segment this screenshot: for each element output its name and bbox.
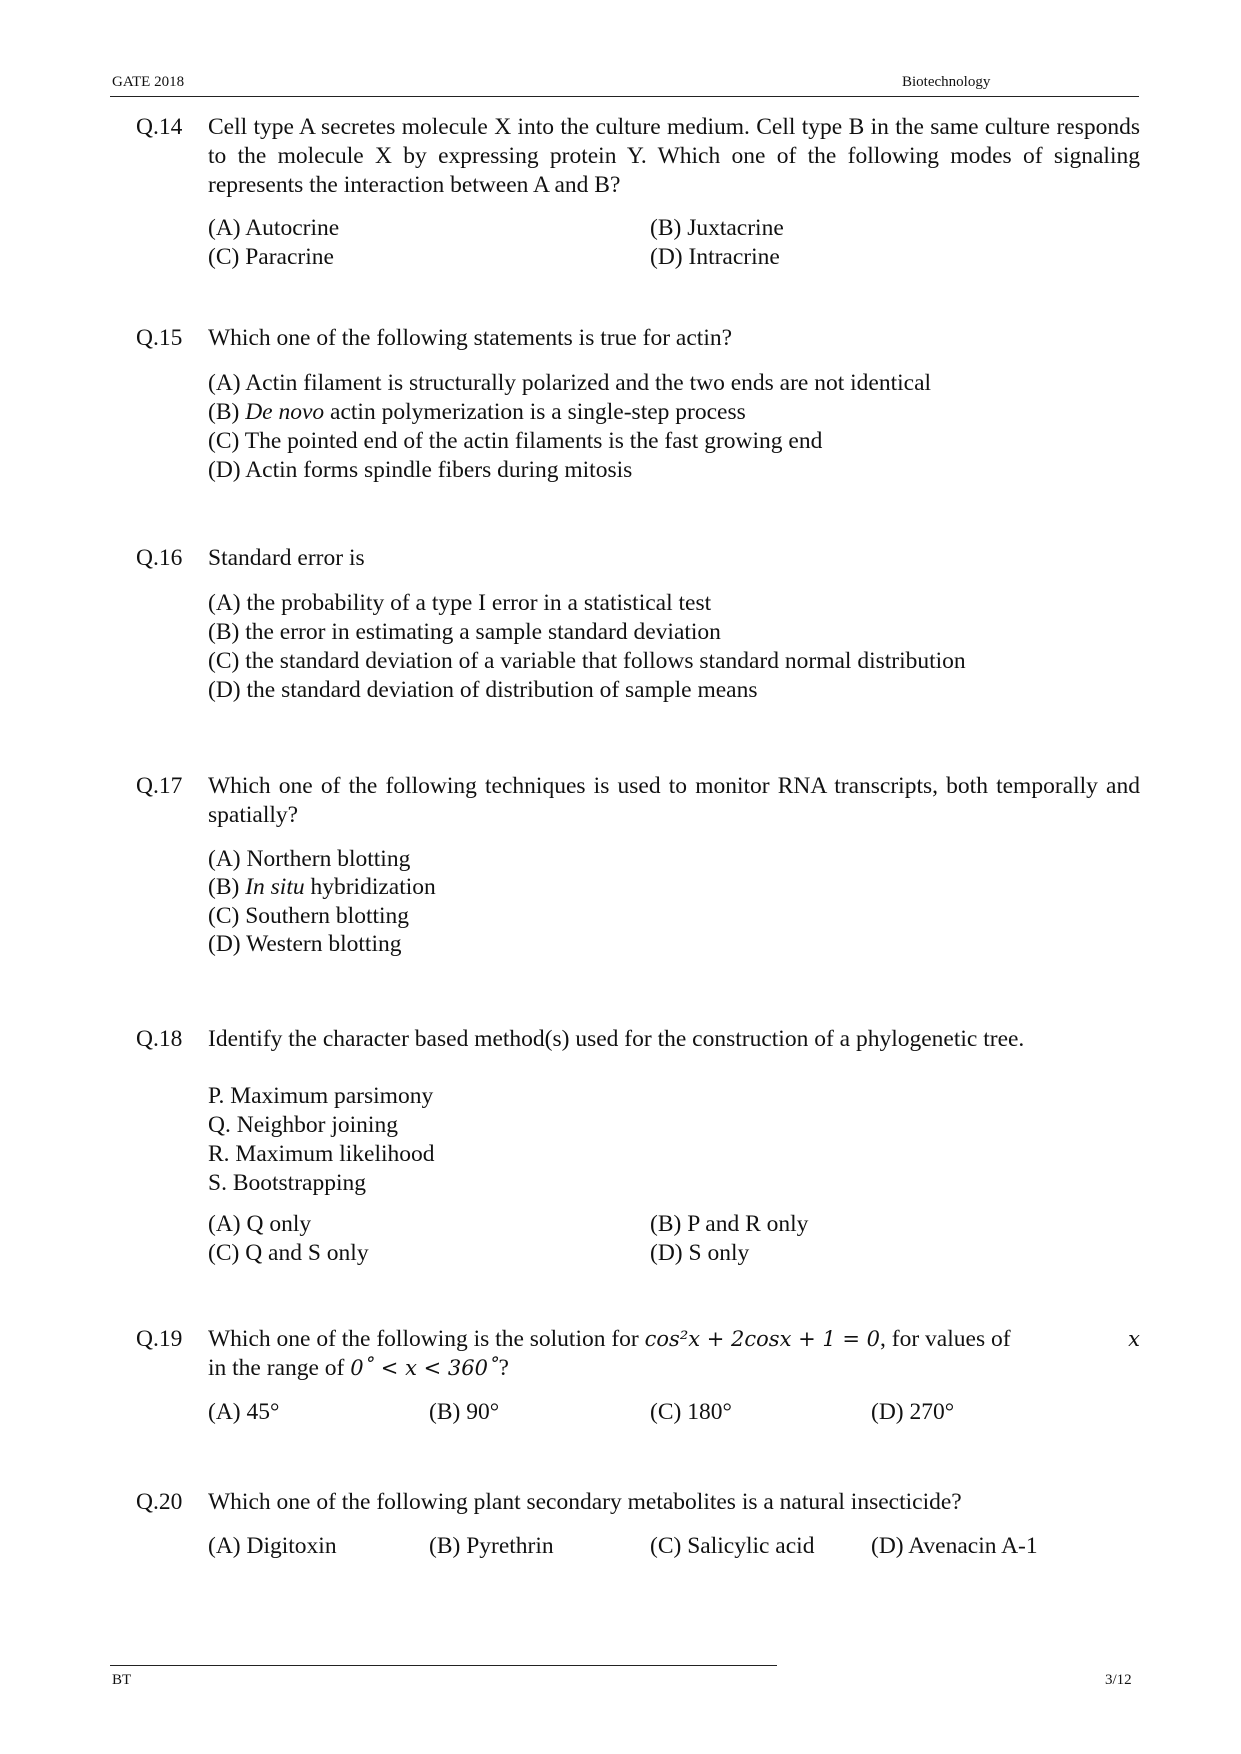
option-a: (A) 45°	[208, 1399, 280, 1425]
question-number: Q.19	[136, 1326, 183, 1352]
option-c: (C) Salicylic acid	[650, 1533, 815, 1559]
option-a: (A) Northern blotting	[208, 846, 411, 872]
option-d: (D) Avenacin A-1	[871, 1533, 1038, 1559]
list-item: R. Maximum likelihood	[208, 1141, 435, 1167]
question-number: Q.18	[136, 1026, 183, 1052]
question-17	[136, 772, 1140, 957]
header-exam-title: GATE 2018	[112, 74, 185, 90]
equation: cos²x + 2cosx + 1 = 0	[644, 1327, 881, 1351]
question-text: Cell type A secretes molecule X into the culture medium. Cell type B in the same culture responds to the molecule X by expressing protein Y. Which one of the following modes of signaling represents the interaction between A and B?	[208, 114, 1140, 198]
option-a: (A) Actin filament is structurally polarized and the two ends are not identical	[208, 370, 932, 396]
option-b: (B) 90°	[429, 1399, 500, 1425]
question-number: Q.20	[136, 1489, 183, 1515]
option-c: (C) Southern blotting	[208, 903, 410, 929]
question-16	[136, 544, 1140, 703]
option-b: (B) Pyrethrin	[429, 1533, 554, 1559]
question-text: Standard error is	[208, 545, 365, 571]
option-c: (C) the standard deviation of a variable that follows standard normal distribution	[208, 648, 966, 674]
option-b: (B) In situ hybridization	[208, 874, 436, 900]
question-number: Q.17	[136, 773, 183, 799]
question-number: Q.16	[136, 545, 183, 571]
option-c: (C) Paracrine	[208, 244, 334, 270]
question-text: Which one of the following plant secondary metabolites is a natural insecticide?	[208, 1489, 962, 1515]
header-subject: Biotechnology	[902, 74, 991, 90]
question-text: Which one of the following statements is true for actin?	[208, 325, 733, 351]
question-number: Q.15	[136, 325, 183, 351]
option-b: (B) the error in estimating a sample standard deviation	[208, 619, 721, 645]
question-20	[136, 1488, 1140, 1559]
footer-divider	[110, 1665, 777, 1666]
header-divider	[110, 96, 1139, 97]
option-d: (D) S only	[650, 1240, 750, 1266]
list-item: S. Bootstrapping	[208, 1170, 366, 1196]
option-a: (A) Q only	[208, 1211, 312, 1237]
option-d: (D) the standard deviation of distribution of sample means	[208, 677, 758, 703]
option-d: (D) Actin forms spindle fibers during mitosis	[208, 457, 633, 483]
option-d: (D) 270°	[871, 1399, 955, 1425]
option-d: (D) Intracrine	[650, 244, 780, 270]
footer-paper-code: BT	[112, 1672, 132, 1688]
option-a: (A) Autocrine	[208, 215, 340, 241]
option-d: (D) Western blotting	[208, 931, 402, 957]
question-text: Which one of the following techniques is used to monitor RNA transcripts, both temporally and spatially?	[208, 773, 1140, 828]
question-text: Which one of the following is the solution for cos²x + 2cosx + 1 = 0, for values of x in the range of 0˚ < x < 360˚?	[208, 1326, 1140, 1381]
option-c: (C) 180°	[650, 1399, 732, 1425]
question-15	[136, 324, 1140, 483]
option-a: (A) the probability of a type I error in a statistical test	[208, 590, 712, 616]
question-18	[136, 1025, 1140, 1266]
list-item: Q. Neighbor joining	[208, 1112, 398, 1138]
option-c: (C) Q and S only	[208, 1240, 369, 1266]
question-text: Identify the character based method(s) used for the construction of a phylogenetic tree.	[208, 1026, 1025, 1052]
option-b: (B) Juxtacrine	[650, 215, 784, 241]
option-a: (A) Digitoxin	[208, 1533, 337, 1559]
question-19	[136, 1325, 1140, 1425]
page-number: 3/12	[1105, 1672, 1132, 1688]
option-b: (B) P and R only	[650, 1211, 809, 1237]
range-expression: 0˚ < x < 360˚	[350, 1356, 499, 1380]
option-c: (C) The pointed end of the actin filaments is the fast growing end	[208, 428, 823, 454]
option-b: (B) De novo actin polymerization is a single-step process	[208, 399, 746, 425]
question-14	[136, 113, 1140, 270]
list-item: P. Maximum parsimony	[208, 1083, 434, 1109]
question-number: Q.14	[136, 114, 183, 140]
